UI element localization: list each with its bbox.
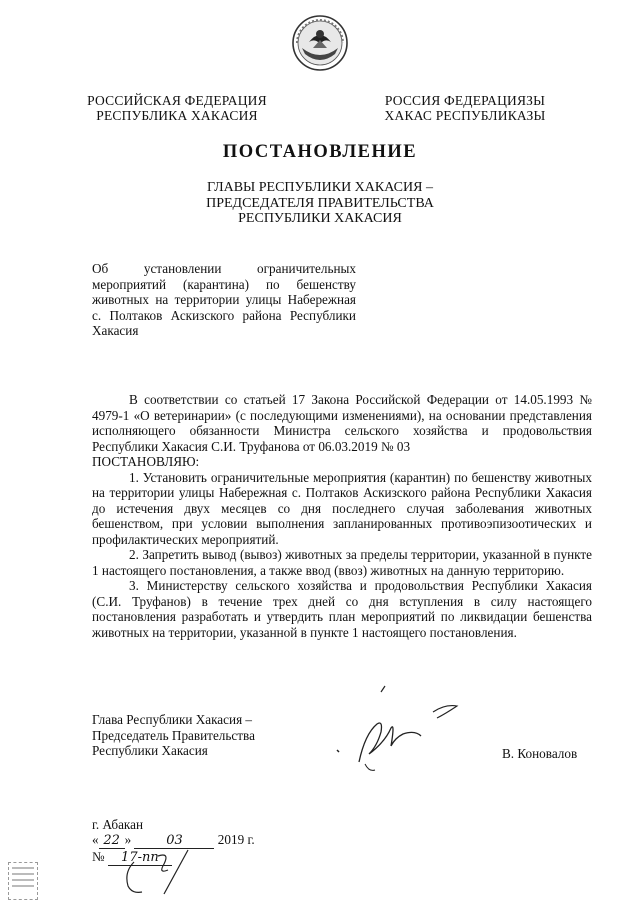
header-left <box>82 93 272 123</box>
signatory-name: В. Коновалов <box>502 746 578 761</box>
document-title: ПОСТАНОВЛЕНИЕ <box>222 142 418 162</box>
header-right <box>370 93 560 123</box>
city-line: г. Абакан <box>92 817 144 832</box>
document-subject: Об установлении ограничительных мероприятий (карантина) по бешенству животных на территории улицы Набережная с. Полтаков Аскизского района Республики Хакасия <box>92 261 356 339</box>
date-month: 03 <box>134 833 214 849</box>
position-line-3: Республики Хакасия <box>92 743 208 758</box>
date-line <box>92 832 255 849</box>
subtitle-line-3: РЕСПУБЛИКИ ХАКАСИЯ <box>238 211 402 226</box>
document-body <box>92 392 592 640</box>
subtitle-line-1: ГЛАВЫ РЕСПУБЛИКИ ХАКАСИЯ – <box>207 180 433 195</box>
header-right-line-1: РОССИЯ ФЕДЕРАЦИЯЗЫ <box>384 93 546 108</box>
date-open-quote: « <box>92 832 99 847</box>
header-right-line-2: ХАКАС РЕСПУБЛИКАЗЫ <box>384 108 546 123</box>
handwritten-initials <box>118 848 218 898</box>
document-subtitle <box>150 180 490 227</box>
header-left-line-2: РЕСПУБЛИКА ХАКАСИЯ <box>96 108 258 123</box>
item-3-paragraph: 3. Министерству сельского хозяйства и продовольствия Республики Хакасия (С.И. Труфанов) в течение трех дней со дня вступления в силу настоящего постановления разработать и утвердить план мероприятий по ликвидации бешенства животных на территории, указанной в пункте 1 настоящего постановления. <box>92 578 592 640</box>
date-close-quote: » <box>124 832 132 847</box>
decree-word: ПОСТАНОВЛЯЮ: <box>92 454 200 469</box>
date-day: 22 <box>99 833 125 849</box>
subtitle-line-2: ПРЕДСЕДАТЕЛЯ ПРАВИТЕЛЬСТВА <box>206 195 434 211</box>
handwritten-signature <box>325 684 475 776</box>
item-2-paragraph: 2. Запретить вывод (вывоз) животных за пределы территории, указанной в пункте 1 настоящего постановления, а также ввод (ввоз) животных на данную территорию. <box>92 547 592 578</box>
document-number: 17-пп <box>108 850 172 866</box>
number-prefix: № <box>92 849 105 864</box>
registration-stamp <box>8 862 38 900</box>
position-line-1: Глава Республики Хакасия – <box>92 712 253 727</box>
position-line-2: Председатель Правительства <box>92 727 255 743</box>
signatory-position <box>92 712 312 759</box>
header-left-line-1: РОССИЙСКАЯ ФЕДЕРАЦИЯ <box>87 93 267 108</box>
preamble-paragraph: В соответствии со статьей 17 Закона Российской Федерации от 14.05.1993 № 4979-1 «О ветеринарии» (с последующими изменениями), на основании представления исполняющего обязанности Министра сельского хозяйства и продовольствия Республики Хакасия С.И. Труфанова от 06.03.2019 № 03 <box>92 392 592 454</box>
item-1-paragraph: 1. Установить ограничительные мероприятия (карантин) по бешенству животных на территории улицы Набережная с. Полтаков Аскизского района Республики Хакасия до истечения двух месяцев со дня последнего случая заболевания животных бешенством, при условии выполнения запланированных противоэпизоотических и профилактических мероприятий. <box>92 469 592 547</box>
date-year: 2019 г. <box>217 832 255 847</box>
coat-of-arms-emblem <box>291 14 349 72</box>
